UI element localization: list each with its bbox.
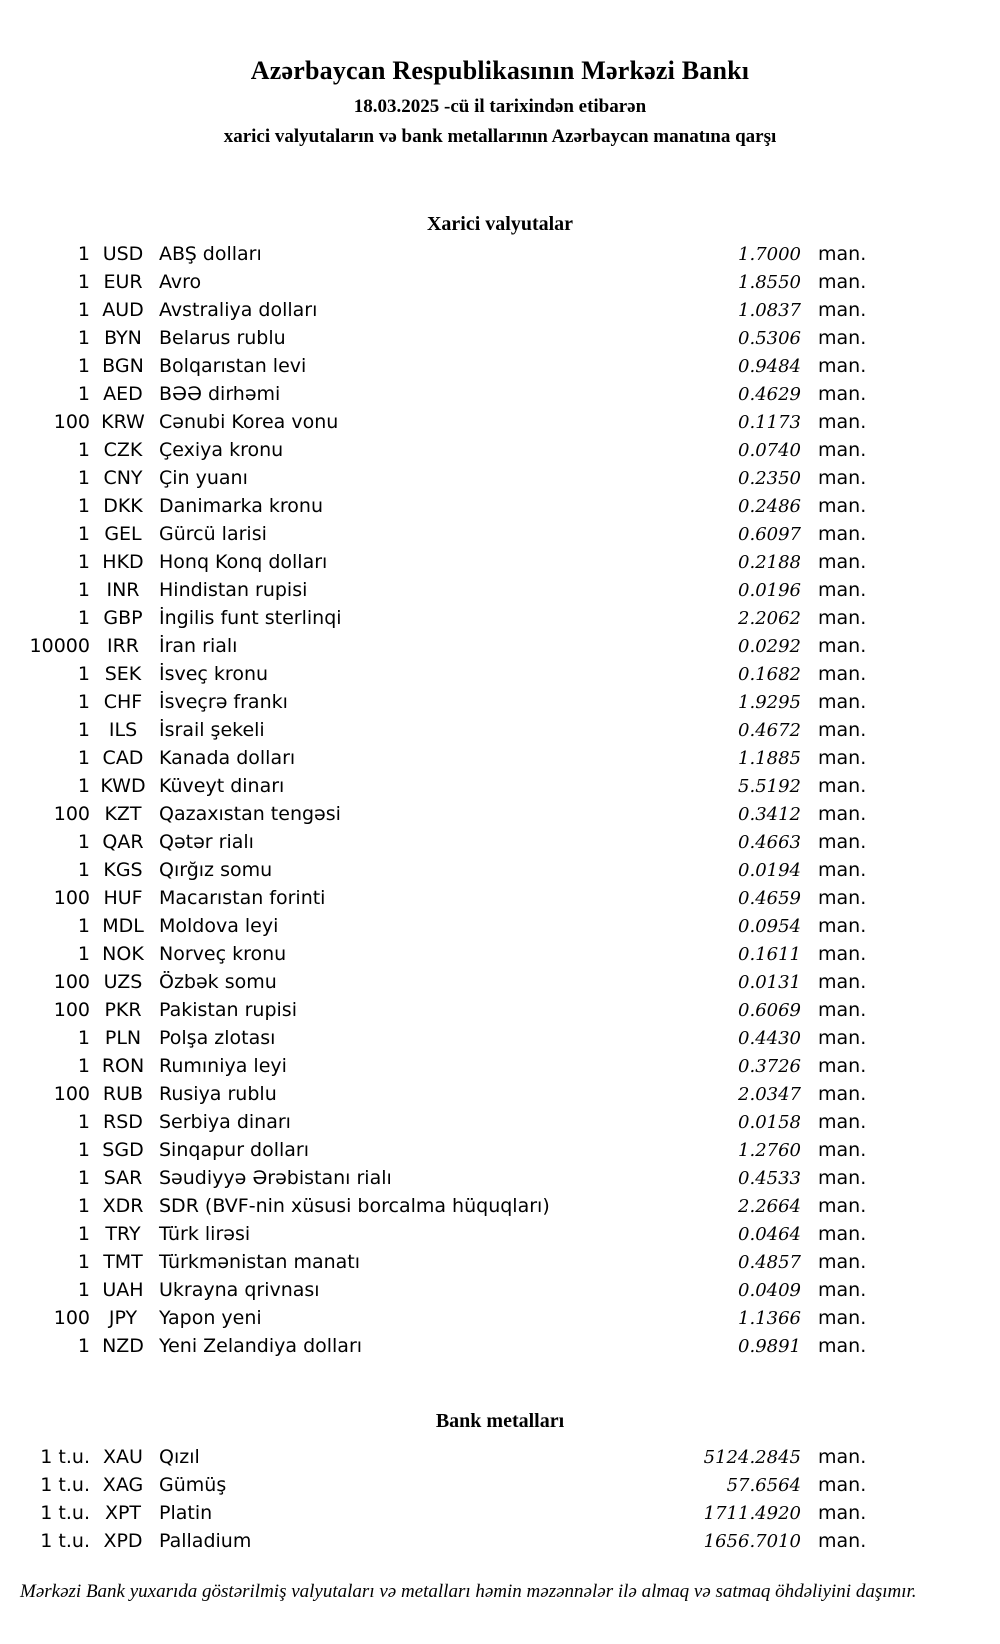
unit-label: man.	[818, 1167, 867, 1189]
table-row	[20, 856, 882, 884]
nominal-value: 1	[77, 243, 90, 265]
unit-label: man.	[818, 383, 867, 405]
table-row	[20, 268, 882, 296]
currency-name: Qətər rialı	[159, 831, 254, 853]
rate-value: 0.2188	[738, 552, 801, 573]
table-row	[20, 1499, 882, 1527]
currency-code: KRW	[101, 411, 145, 433]
table-row	[20, 240, 882, 268]
unit-label: man.	[818, 1111, 867, 1133]
nominal-value: 100	[53, 1307, 90, 1329]
nominal-value: 1 t.u.	[40, 1474, 90, 1496]
table-row	[20, 632, 882, 660]
table-row	[20, 492, 882, 520]
currency-name: İsrail şekeli	[159, 719, 265, 741]
unit-label: man.	[818, 775, 867, 797]
currency-name: Ukrayna qrivnası	[159, 1279, 320, 1301]
nominal-value: 1	[77, 1111, 90, 1133]
currency-code: PKR	[104, 999, 142, 1021]
currency-code: XDR	[102, 1195, 144, 1217]
currency-name: Serbiya dinarı	[159, 1111, 291, 1133]
nominal-value: 1	[77, 775, 90, 797]
currency-code: BYN	[104, 327, 142, 349]
currency-code: NOK	[102, 943, 144, 965]
table-row	[20, 1052, 882, 1080]
currency-code: UZS	[103, 971, 143, 993]
rate-value: 0.4659	[738, 888, 801, 909]
rate-value: 0.2486	[738, 496, 801, 517]
currency-name: Macarıstan forinti	[159, 887, 326, 909]
currency-name: Avstraliya dolları	[159, 299, 318, 321]
unit-label: man.	[818, 1307, 867, 1329]
rate-value: 0.4857	[738, 1252, 801, 1273]
table-row	[20, 772, 882, 800]
rate-value: 1.1885	[738, 748, 801, 769]
currency-name: ABŞ dolları	[159, 243, 262, 265]
page-title: Azərbaycan Respublikasının Mərkəzi Bankı	[250, 56, 750, 85]
table-row	[20, 1164, 882, 1192]
rate-value: 1.1366	[738, 1308, 801, 1329]
nominal-value: 100	[53, 803, 90, 825]
table-row	[20, 1080, 882, 1108]
currency-name: Norveç kronu	[159, 943, 287, 965]
table-row	[20, 548, 882, 576]
currency-name: Palladium	[159, 1530, 252, 1552]
currency-code: INR	[106, 579, 140, 601]
unit-label: man.	[818, 355, 867, 377]
unit-label: man.	[818, 1195, 867, 1217]
nominal-value: 1	[77, 607, 90, 629]
unit-label: man.	[818, 467, 867, 489]
currency-code: IRR	[106, 635, 139, 657]
currency-code: RON	[101, 1055, 145, 1077]
currency-name: İsveç kronu	[159, 663, 269, 685]
unit-label: man.	[818, 327, 867, 349]
unit-label: man.	[818, 1139, 867, 1161]
rate-value: 0.3412	[738, 804, 801, 825]
rate-value: 0.6097	[738, 524, 801, 545]
rate-value: 1.9295	[738, 692, 801, 713]
currency-code: XPT	[104, 1502, 142, 1524]
rate-value: 0.1173	[738, 412, 801, 433]
currency-name: Danimarka kronu	[159, 495, 324, 517]
table-row	[20, 296, 882, 324]
unit-label: man.	[818, 999, 867, 1021]
currency-code: AUD	[102, 299, 144, 321]
currency-code: RUB	[102, 1083, 144, 1105]
unit-label: man.	[818, 1446, 867, 1468]
currency-code: TRY	[105, 1223, 141, 1245]
currency-name: Bolqarıstan levi	[159, 355, 307, 377]
nominal-value: 1	[77, 327, 90, 349]
table-row	[20, 800, 882, 828]
nominal-value: 1	[77, 719, 90, 741]
rate-value: 0.9484	[738, 356, 801, 377]
table-row	[20, 520, 882, 548]
nominal-value: 1 t.u.	[40, 1502, 90, 1524]
currency-code: CAD	[102, 747, 144, 769]
currency-name: BƏƏ dirhəmi	[159, 383, 281, 405]
currency-name: İngilis funt sterlinqi	[159, 607, 342, 629]
table-row	[20, 1024, 882, 1052]
currency-name: Sinqapur dolları	[159, 1139, 310, 1161]
unit-label: man.	[818, 495, 867, 517]
currency-code: GEL	[104, 523, 142, 545]
nominal-value: 100	[53, 1083, 90, 1105]
currency-name: Qızıl	[159, 1446, 200, 1468]
table-row	[20, 996, 882, 1024]
currency-code: HUF	[103, 887, 143, 909]
currency-code: QAR	[102, 831, 144, 853]
unit-label: man.	[818, 579, 867, 601]
nominal-value: 1	[77, 495, 90, 517]
table-row	[20, 1443, 882, 1471]
rate-value: 0.5306	[738, 328, 801, 349]
currency-code: SGD	[102, 1139, 144, 1161]
currency-code: EUR	[103, 271, 143, 293]
nominal-value: 1	[77, 271, 90, 293]
currency-name: Pakistan rupisi	[159, 999, 297, 1021]
rate-value: 2.2062	[738, 608, 801, 629]
currency-name: Çin yuanı	[159, 467, 248, 489]
currency-code: UAH	[102, 1279, 144, 1301]
rate-value: 0.0158	[738, 1112, 801, 1133]
unit-label: man.	[818, 663, 867, 685]
currency-code: KWD	[100, 775, 146, 797]
currency-code: XAG	[102, 1474, 144, 1496]
unit-label: man.	[818, 1502, 867, 1524]
currency-name: İsveçrə frankı	[159, 691, 288, 713]
currency-name: Qırğız somu	[159, 859, 273, 881]
nominal-value: 1 t.u.	[40, 1446, 90, 1468]
nominal-value: 1	[77, 943, 90, 965]
nominal-value: 10000	[29, 635, 90, 657]
table-row	[20, 352, 882, 380]
rate-value: 2.0347	[738, 1084, 801, 1105]
nominal-value: 1 t.u.	[40, 1530, 90, 1552]
unit-label: man.	[818, 523, 867, 545]
table-row	[20, 828, 882, 856]
currency-code: USD	[102, 243, 144, 265]
unit-label: man.	[818, 831, 867, 853]
nominal-value: 1	[77, 747, 90, 769]
rate-value: 0.2350	[738, 468, 801, 489]
unit-label: man.	[818, 747, 867, 769]
currency-code: KGS	[103, 859, 143, 881]
nominal-value: 100	[53, 971, 90, 993]
table-row	[20, 576, 882, 604]
table-row	[20, 464, 882, 492]
nominal-value: 1	[77, 1335, 90, 1357]
nominal-value: 1	[77, 1027, 90, 1049]
currency-code: TMT	[103, 1251, 143, 1273]
unit-label: man.	[818, 1474, 867, 1496]
currency-name: Yeni Zelandiya dolları	[159, 1335, 363, 1357]
rate-value: 1.0837	[738, 300, 801, 321]
rate-value: 5124.2845	[703, 1447, 801, 1468]
table-row	[20, 912, 882, 940]
table-row	[20, 688, 882, 716]
table-row	[20, 324, 882, 352]
rate-value: 0.0131	[738, 972, 801, 993]
disclaimer: Mərkəzi Bank yuxarıda göstərilmiş valyutaları və metalları həmin məzənnələr ilə almaq və satmaq öhdəliyini daşımır.	[20, 1581, 917, 1602]
currency-name: SDR (BVF-nin xüsusi borcalma hüquqları)	[159, 1195, 550, 1217]
table-row	[20, 408, 882, 436]
currency-name: Türkmənistan manatı	[159, 1251, 361, 1273]
table-row	[20, 660, 882, 688]
currency-name: Gürcü larisi	[159, 523, 267, 545]
rate-value: 1.8550	[738, 272, 801, 293]
rate-value: 1.7000	[738, 244, 801, 265]
nominal-value: 100	[53, 999, 90, 1021]
currency-name: Cənubi Korea vonu	[159, 411, 339, 433]
rate-value: 0.0292	[738, 636, 801, 657]
nominal-value: 1	[77, 859, 90, 881]
rate-value: 0.3726	[738, 1056, 801, 1077]
currency-name: İran rialı	[159, 635, 238, 657]
currency-code: ILS	[108, 719, 138, 741]
table-row	[20, 1304, 882, 1332]
unit-label: man.	[818, 719, 867, 741]
currency-code: NZD	[102, 1335, 144, 1357]
currency-name: Çexiya kronu	[159, 439, 284, 461]
nominal-value: 1	[77, 1223, 90, 1245]
currency-code: XPD	[103, 1530, 143, 1552]
rate-value: 0.4430	[738, 1028, 801, 1049]
table-row	[20, 744, 882, 772]
nominal-value: 1	[77, 1167, 90, 1189]
nominal-value: 1	[77, 523, 90, 545]
rate-value: 0.0196	[738, 580, 801, 601]
table-row	[20, 1220, 882, 1248]
rate-value: 0.4533	[738, 1168, 801, 1189]
nominal-value: 1	[77, 467, 90, 489]
table-row	[20, 1471, 882, 1499]
currency-code: JPY	[108, 1307, 138, 1329]
nominal-value: 1	[77, 1139, 90, 1161]
nominal-value: 1	[77, 831, 90, 853]
nominal-value: 100	[53, 411, 90, 433]
unit-label: man.	[818, 1279, 867, 1301]
currency-code: XAU	[103, 1446, 143, 1468]
table-row	[20, 1527, 882, 1555]
table-row	[20, 436, 882, 464]
unit-label: man.	[818, 243, 867, 265]
table-row	[20, 1332, 882, 1360]
currency-name: Rumıniya leyi	[159, 1055, 287, 1077]
unit-label: man.	[818, 1335, 867, 1357]
currency-code: AED	[103, 383, 143, 405]
unit-label: man.	[818, 943, 867, 965]
currency-code: BGN	[102, 355, 144, 377]
rate-value: 0.0954	[738, 916, 801, 937]
unit-label: man.	[818, 1530, 867, 1552]
currency-name: Avro	[159, 271, 202, 293]
rate-value: 0.0740	[738, 440, 801, 461]
unit-label: man.	[818, 439, 867, 461]
section-title-currencies: Xarici valyutalar	[426, 213, 574, 235]
currency-name: Hindistan rupisi	[159, 579, 308, 601]
currency-code: CHF	[103, 691, 143, 713]
currencies-table	[0, 240, 1000, 1360]
nominal-value: 1	[77, 1251, 90, 1273]
rate-value: 57.6564	[726, 1475, 801, 1496]
currency-code: MDL	[102, 915, 144, 937]
rate-value: 0.1682	[738, 664, 801, 685]
unit-label: man.	[818, 1251, 867, 1273]
currency-code: SAR	[103, 1167, 143, 1189]
rate-value: 0.4672	[738, 720, 801, 741]
unit-label: man.	[818, 607, 867, 629]
nominal-value: 1	[77, 663, 90, 685]
rate-value: 0.9891	[738, 1336, 801, 1357]
nominal-value: 1	[77, 691, 90, 713]
unit-label: man.	[818, 971, 867, 993]
table-row	[20, 968, 882, 996]
currency-code: RSD	[103, 1111, 143, 1133]
currency-name: Polşa zlotası	[159, 1027, 276, 1049]
table-row	[20, 380, 882, 408]
table-row	[20, 940, 882, 968]
currency-code: GBP	[103, 607, 143, 629]
currency-name: Platin	[159, 1502, 213, 1524]
unit-label: man.	[818, 915, 867, 937]
table-row	[20, 1248, 882, 1276]
nominal-value: 1	[77, 551, 90, 573]
currency-code: DKK	[103, 495, 143, 517]
unit-label: man.	[818, 691, 867, 713]
unit-label: man.	[818, 411, 867, 433]
rate-value: 2.2664	[738, 1196, 801, 1217]
unit-label: man.	[818, 299, 867, 321]
table-row	[20, 604, 882, 632]
rate-value: 1.2760	[738, 1140, 801, 1161]
rate-value: 0.0194	[738, 860, 801, 881]
currency-name: Özbək somu	[159, 971, 277, 993]
table-row	[20, 1136, 882, 1164]
nominal-value: 1	[77, 299, 90, 321]
table-row	[20, 1276, 882, 1304]
currency-name: Qazaxıstan tengəsi	[159, 803, 341, 825]
currency-name: Moldova leyi	[159, 915, 279, 937]
currency-code: HKD	[102, 551, 144, 573]
nominal-value: 1	[77, 579, 90, 601]
nominal-value: 1	[77, 1055, 90, 1077]
metals-table	[0, 1443, 1000, 1555]
rate-value: 0.6069	[738, 1000, 801, 1021]
unit-label: man.	[818, 1055, 867, 1077]
unit-label: man.	[818, 635, 867, 657]
currency-name: Səudiyyə Ərəbistanı rialı	[159, 1167, 392, 1189]
table-row	[20, 1192, 882, 1220]
nominal-value: 100	[53, 887, 90, 909]
rate-value: 0.0409	[738, 1280, 801, 1301]
section-title-metals: Bank metalları	[435, 1410, 565, 1432]
page-subtitle: xarici valyutaların və bank metallarının Azərbaycan manatına qarşı	[223, 126, 777, 147]
unit-label: man.	[818, 887, 867, 909]
rate-value: 0.0464	[738, 1224, 801, 1245]
currency-code: SEK	[104, 663, 142, 685]
nominal-value: 1	[77, 355, 90, 377]
rate-value: 0.4629	[738, 384, 801, 405]
currency-code: KZT	[104, 803, 142, 825]
table-row	[20, 884, 882, 912]
nominal-value: 1	[77, 439, 90, 461]
rate-value: 1711.4920	[703, 1503, 801, 1524]
currency-name: Belarus rublu	[159, 327, 286, 349]
currency-code: CNY	[103, 467, 143, 489]
currency-name: Rusiya rublu	[159, 1083, 277, 1105]
unit-label: man.	[818, 859, 867, 881]
unit-label: man.	[818, 1083, 867, 1105]
currency-name: Küveyt dinarı	[159, 775, 285, 797]
unit-label: man.	[818, 1223, 867, 1245]
currency-name: Kanada dolları	[159, 747, 296, 769]
unit-label: man.	[818, 271, 867, 293]
rate-value: 0.4663	[738, 832, 801, 853]
table-row	[20, 1108, 882, 1136]
unit-label: man.	[818, 803, 867, 825]
nominal-value: 1	[77, 1279, 90, 1301]
rate-value: 1656.7010	[703, 1531, 801, 1552]
rate-value: 0.1611	[738, 944, 801, 965]
rate-value: 5.5192	[738, 776, 801, 797]
effective-date: 18.03.2025 -cü il tarixindən etibarən	[353, 96, 647, 117]
currency-name: Türk lirəsi	[159, 1223, 251, 1245]
nominal-value: 1	[77, 915, 90, 937]
currency-name: Yapon yeni	[159, 1307, 262, 1329]
table-row	[20, 716, 882, 744]
unit-label: man.	[818, 551, 867, 573]
currency-code: PLN	[104, 1027, 142, 1049]
nominal-value: 1	[77, 1195, 90, 1217]
currency-code: CZK	[103, 439, 143, 461]
currency-name: Honq Konq dolları	[159, 551, 328, 573]
nominal-value: 1	[77, 383, 90, 405]
unit-label: man.	[818, 1027, 867, 1049]
currency-name: Gümüş	[159, 1474, 227, 1496]
